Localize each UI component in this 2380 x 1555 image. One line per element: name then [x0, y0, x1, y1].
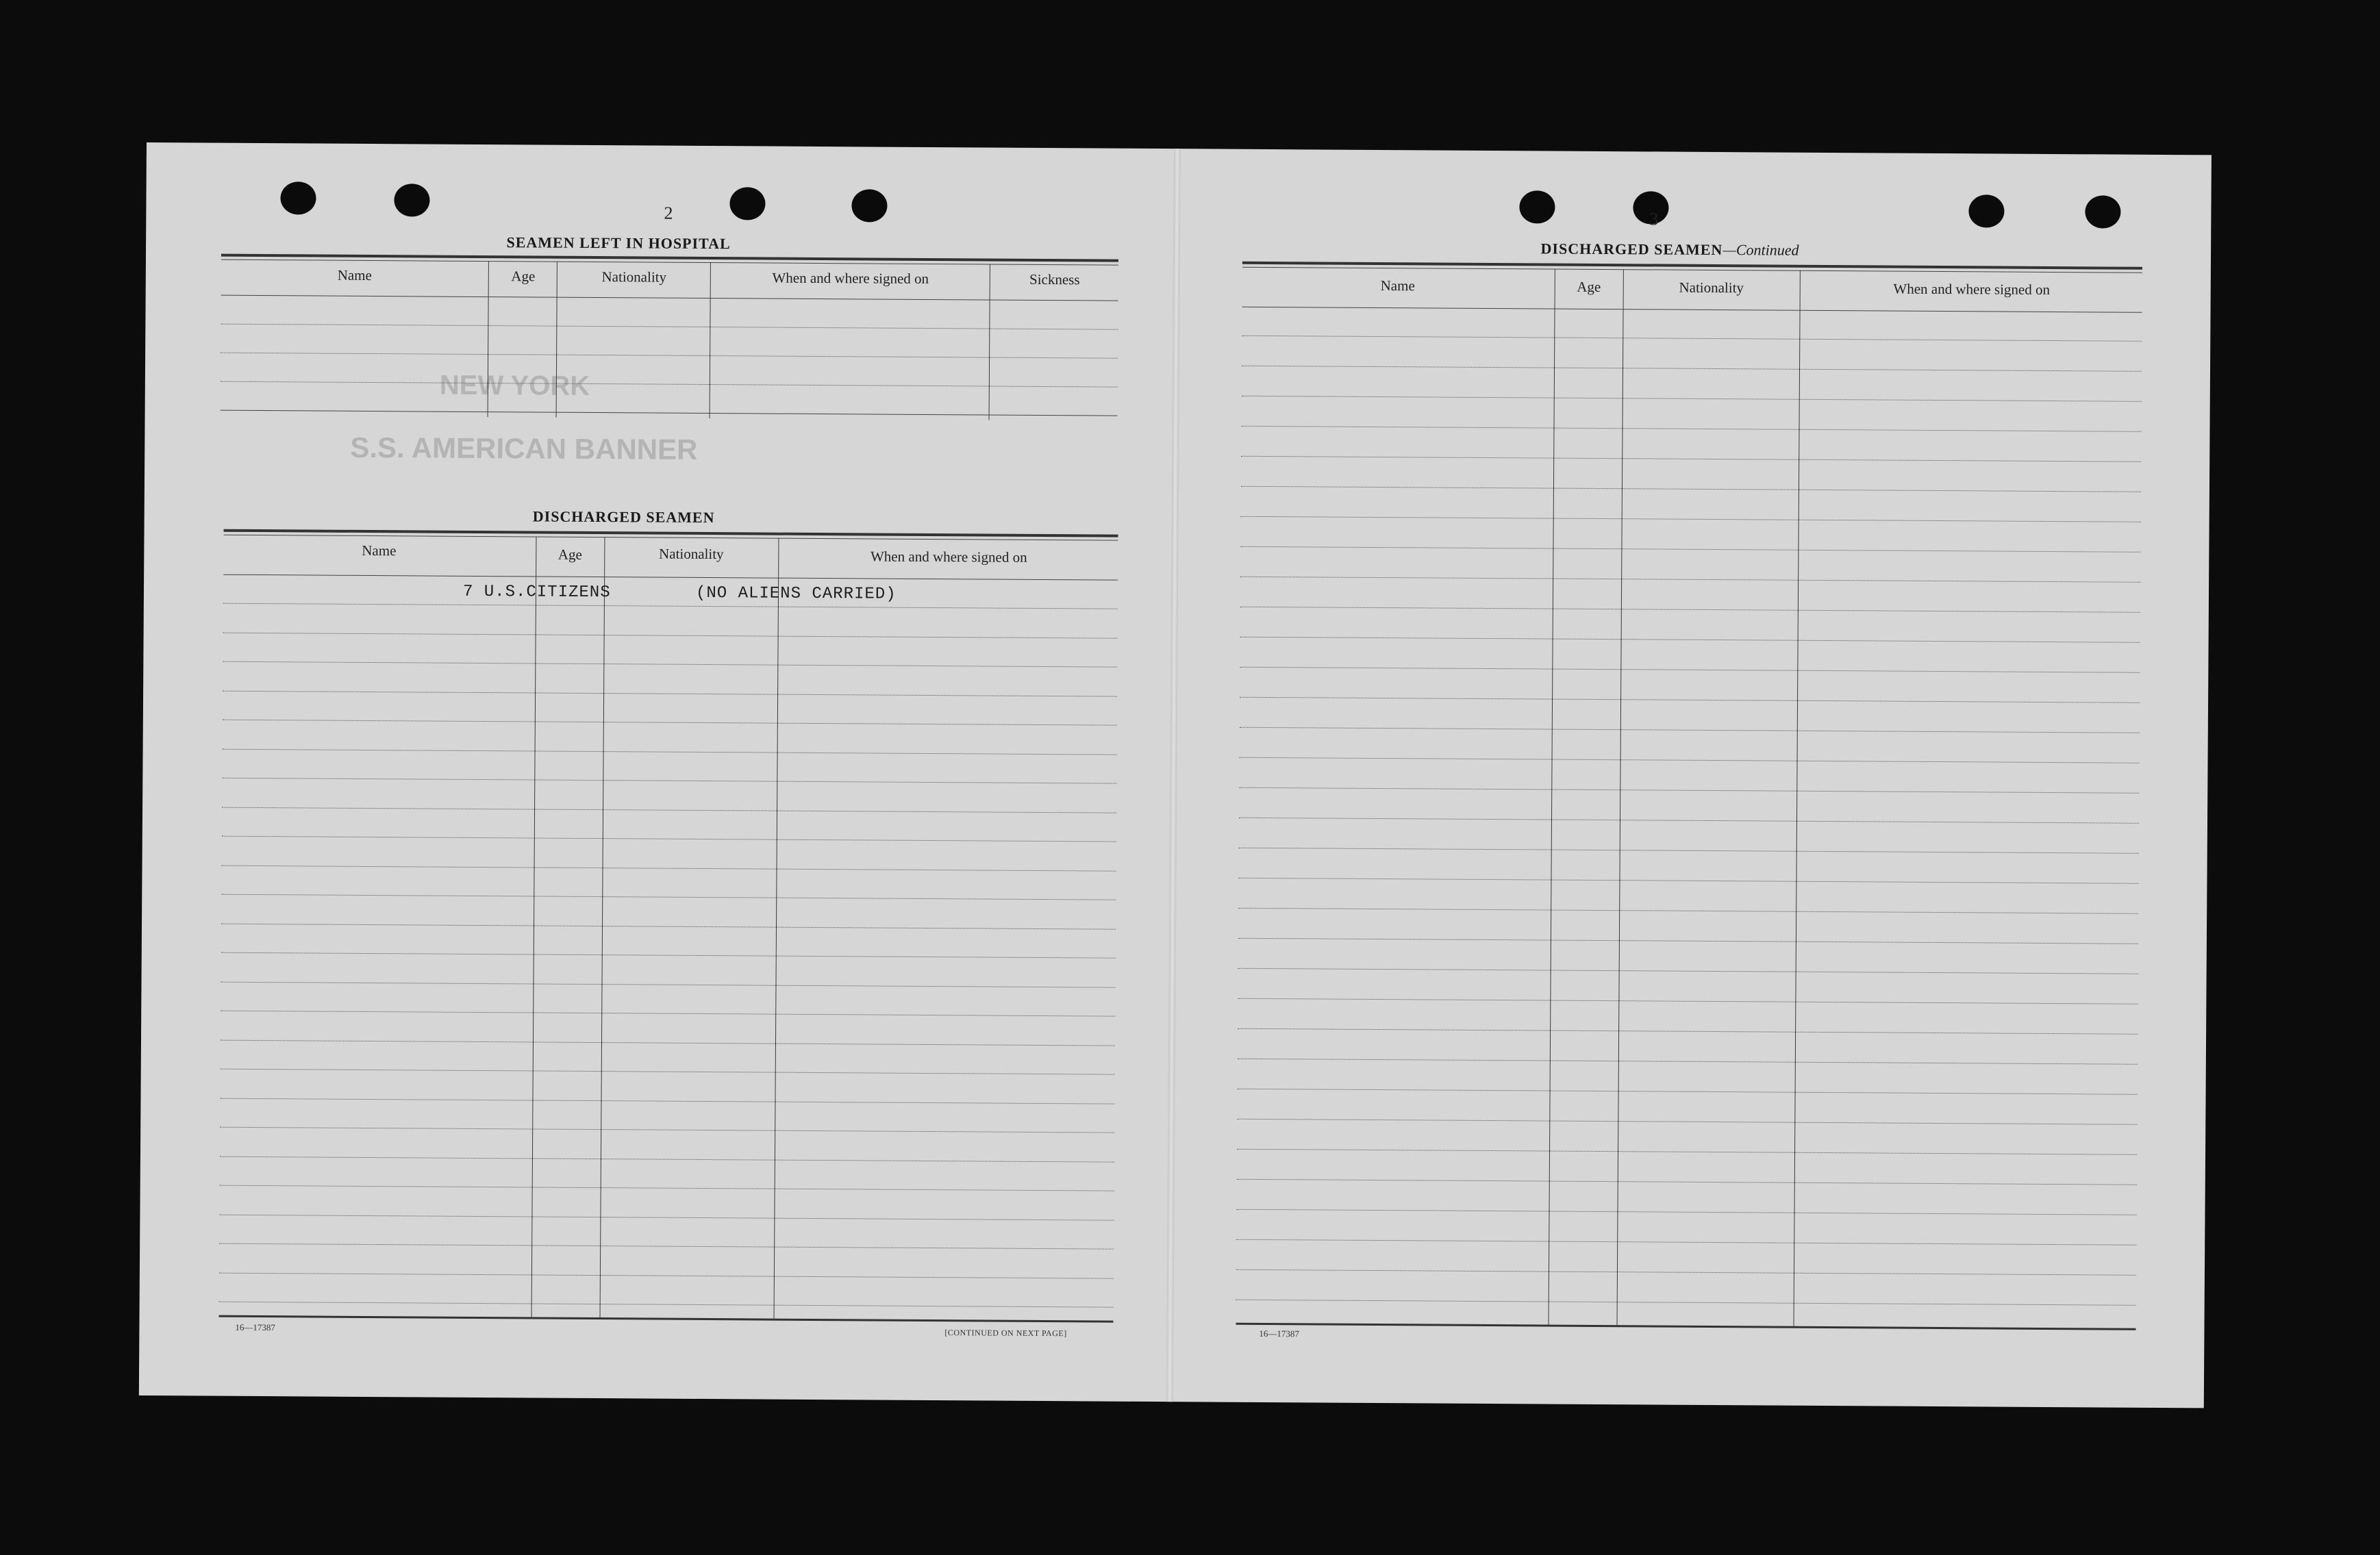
- table-row: [221, 381, 1118, 388]
- col-header-name: Name: [1380, 277, 1415, 294]
- table-row: [222, 865, 1116, 871]
- page-number: 2: [664, 203, 673, 223]
- table-row: [1239, 848, 2139, 854]
- table-row: [223, 748, 1117, 755]
- header-underline: [1242, 307, 2142, 313]
- left-page: [139, 142, 1177, 1402]
- punch-hole: [851, 189, 887, 222]
- column-divider: [600, 537, 605, 1317]
- hospital-table: [221, 254, 1118, 424]
- col-header-age: Age: [1577, 278, 1601, 295]
- table-row: [1236, 1300, 2136, 1306]
- table-row: [1239, 787, 2139, 794]
- table-row: [1240, 727, 2140, 733]
- table-row: [221, 923, 1116, 929]
- table-row: [219, 1272, 1114, 1278]
- table-row: [222, 836, 1116, 842]
- table-row: [219, 1214, 1114, 1220]
- table-row: [1238, 908, 2138, 914]
- col-header-age: Age: [558, 546, 582, 563]
- column-divider: [556, 262, 558, 418]
- form-number: 16—17387: [1259, 1328, 1299, 1339]
- right-title-main: DISCHARGED SEAMEN: [1540, 240, 1723, 259]
- table-row: [221, 1011, 1115, 1017]
- typed-entry-count: 7 U.S.CITIZENS: [462, 582, 611, 603]
- table-row: [221, 324, 1118, 330]
- header-underline: [223, 574, 1118, 581]
- col-header-sickness: Sickness: [1029, 270, 1080, 288]
- column-divider: [531, 536, 537, 1317]
- table-row: [1237, 1119, 2137, 1125]
- table-row: [1236, 1269, 2136, 1276]
- table-row: [223, 720, 1117, 726]
- col-header-name: Name: [362, 542, 397, 559]
- table-row: [222, 807, 1116, 813]
- table-bottom-rule: [219, 1315, 1114, 1323]
- table-row: [1242, 396, 2142, 402]
- table-row: [221, 952, 1116, 959]
- right-discharged-table: [1236, 262, 2142, 1330]
- table-row: [1239, 818, 2139, 824]
- discharged-table: [219, 529, 1118, 1322]
- table-row: [1238, 1059, 2138, 1065]
- table-row: [1236, 1239, 2136, 1246]
- table-row: [219, 1243, 1114, 1250]
- table-row: [223, 690, 1117, 696]
- table-row: [223, 661, 1117, 668]
- table-row: [221, 410, 1118, 416]
- table-row: [1240, 577, 2140, 583]
- form-number: 16—17387: [235, 1322, 275, 1333]
- column-divider: [774, 538, 779, 1319]
- table-row: [221, 1039, 1115, 1046]
- table-row: [1240, 697, 2140, 703]
- table-row: [1240, 607, 2140, 613]
- table-row: [1241, 426, 2141, 432]
- column-divider: [488, 261, 489, 417]
- punch-hole: [729, 187, 765, 220]
- punch-hole: [2085, 195, 2120, 228]
- right-section-title: [1382, 239, 1957, 260]
- table-row: [1238, 998, 2138, 1004]
- bleed-through-mark: NEW YORK: [439, 370, 590, 401]
- table-row: [220, 1098, 1114, 1104]
- col-header-nationality: Nationality: [601, 268, 667, 286]
- table-bottom-rule: [1236, 1323, 2135, 1330]
- col-header-signed-on: When and where signed on: [870, 548, 1027, 566]
- table-row: [221, 981, 1116, 987]
- table-row: [220, 1156, 1114, 1162]
- table-row: [1241, 516, 2141, 522]
- col-header-age: Age: [511, 268, 536, 285]
- column-divider: [989, 264, 990, 420]
- table-row: [1240, 667, 2140, 673]
- table-row: [1237, 1149, 2137, 1155]
- col-header-nationality: Nationality: [1679, 279, 1744, 296]
- bleed-through-mark: S.S. AMERICAN BANNER: [350, 431, 698, 466]
- table-row: [221, 353, 1118, 359]
- table-row: [219, 1302, 1114, 1308]
- table-row: [1240, 637, 2140, 643]
- table-row: [1237, 1179, 2137, 1185]
- table-row: [221, 1069, 1115, 1075]
- table-row: [1238, 1028, 2138, 1035]
- col-header-name: Name: [337, 266, 372, 284]
- table-row: [1237, 1209, 2137, 1215]
- table-row: [1238, 878, 2138, 884]
- table-row: [222, 778, 1116, 784]
- continued-note: [CONTINUED ON NEXT PAGE]: [944, 1328, 1067, 1339]
- column-divider: [710, 262, 711, 418]
- punch-hole: [1968, 194, 2004, 227]
- col-header-signed-on: When and where signed on: [772, 269, 929, 287]
- table-row: [1242, 366, 2142, 372]
- table-row: [1241, 486, 2141, 492]
- punch-hole: [280, 181, 316, 214]
- discharged-section-title: DISCHARGED SEAMEN: [532, 507, 715, 527]
- typed-entry-note: (NO ALIENS CARRIED): [695, 583, 897, 604]
- table-row: [1238, 938, 2138, 944]
- table-row: [223, 632, 1118, 638]
- table-row: [1238, 1089, 2138, 1095]
- table-row: [1241, 456, 2141, 462]
- right-title-continued: —Continued: [1723, 241, 1799, 259]
- table-row: [220, 1127, 1114, 1133]
- table-row: [220, 1185, 1114, 1191]
- punch-hole: [394, 184, 429, 216]
- header-underline: [221, 295, 1118, 301]
- col-header-signed-on: When and where signed on: [1893, 280, 2051, 298]
- table-row: [1240, 757, 2140, 763]
- table-row: [1242, 336, 2142, 342]
- table-row: [223, 603, 1118, 609]
- table-row: [1238, 968, 2138, 974]
- table-row: [1240, 546, 2140, 553]
- right-page: [1170, 149, 2212, 1408]
- table-row: [221, 894, 1116, 900]
- document-sheet: [139, 142, 2212, 1408]
- col-header-nationality: Nationality: [659, 545, 724, 563]
- page-number: 3: [1649, 209, 1659, 229]
- hospital-section-title: SEAMEN LEFT IN HOSPITAL: [506, 233, 731, 253]
- punch-hole: [1519, 190, 1555, 223]
